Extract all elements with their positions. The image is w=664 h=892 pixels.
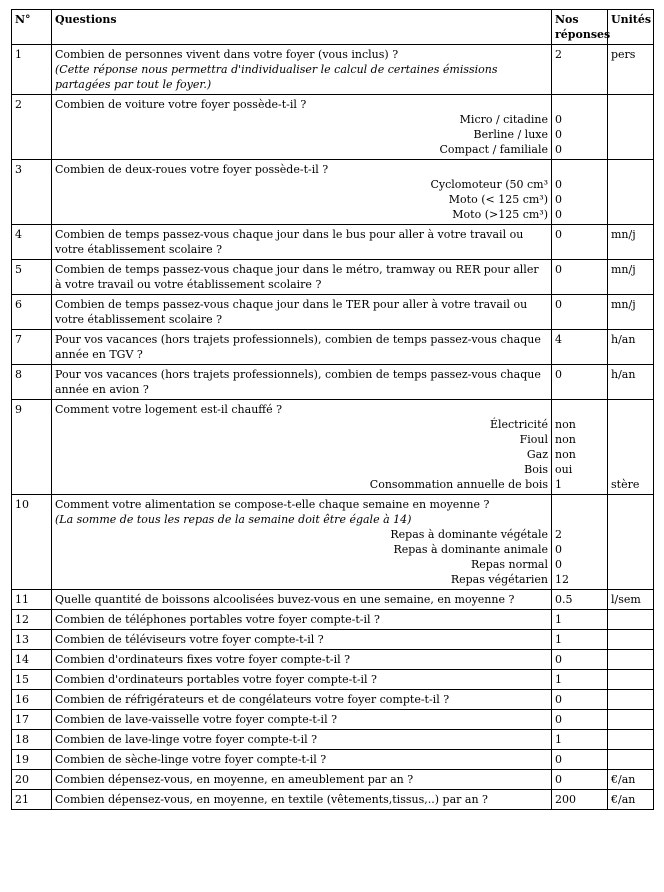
answer-spacer [555, 402, 604, 417]
answer-value: 0 [555, 653, 562, 666]
row-number: 10 [12, 495, 52, 590]
questionnaire-table [11, 9, 654, 810]
answer-cell [552, 495, 608, 590]
answer-cell [552, 670, 608, 690]
answer-value: 0 [555, 693, 562, 706]
answer-value: 0.5 [555, 593, 573, 606]
table-row [12, 295, 654, 330]
question-text: Comment votre logement est-il chauffé ? [55, 403, 282, 416]
unit-spacer [611, 97, 650, 112]
question-cell [52, 95, 552, 160]
unit-cell [608, 650, 654, 670]
row-number: 9 [12, 400, 52, 495]
question-cell [52, 330, 552, 365]
answer-cell [552, 790, 608, 810]
row-number: 11 [12, 590, 52, 610]
unit-spacer [611, 112, 650, 127]
table-row [12, 730, 654, 750]
subitem-value: 0 [555, 543, 562, 556]
table-row [12, 160, 654, 225]
table-row [12, 670, 654, 690]
subitem-unit: stère [611, 478, 640, 491]
question-cell [52, 790, 552, 810]
subitem-label: Consommation annuelle de bois [369, 478, 548, 491]
subitem-label: Bois [524, 463, 548, 476]
question-cell [52, 400, 552, 495]
unit-cell [608, 400, 654, 495]
unit-spacer [611, 432, 650, 447]
unit-cell [608, 260, 654, 295]
subitem-label: Fioul [519, 433, 548, 446]
subitem-value: 2 [555, 528, 562, 541]
row-number: 3 [12, 160, 52, 225]
question-text: Pour vos vacances (hors trajets professionnels), combien de temps passez-vous chaque année en TGV ? [55, 333, 541, 361]
unit-cell [608, 690, 654, 710]
subitem-value: 0 [555, 193, 562, 206]
question-cell [52, 630, 552, 650]
answer-value: 0 [555, 228, 562, 241]
table-row [12, 710, 654, 730]
table-row [12, 610, 654, 630]
subitem-value: non [555, 448, 576, 461]
row-number: 19 [12, 750, 52, 770]
subitem-value: oui [555, 463, 573, 476]
unit-value: h/an [611, 333, 636, 346]
answer-value: 0 [555, 713, 562, 726]
question-text: Combien de temps passez-vous chaque jour dans le TER pour aller à votre travail ou votre établissement scolaire ? [55, 298, 528, 326]
answer-cell [552, 630, 608, 650]
table-row [12, 770, 654, 790]
question-cell [52, 650, 552, 670]
unit-cell [608, 295, 654, 330]
question-cell [52, 225, 552, 260]
question-text: Combien de temps passez-vous chaque jour dans le bus pour aller à votre travail ou votre établissement scolaire ? [55, 228, 524, 256]
answer-cell [552, 750, 608, 770]
subitem-value: 0 [555, 558, 562, 571]
unit-spacer [611, 207, 650, 222]
answer-cell [552, 710, 608, 730]
question-cell [52, 610, 552, 630]
unit-value: pers [611, 48, 636, 61]
subitem-value: 0 [555, 113, 562, 126]
row-number: 12 [12, 610, 52, 630]
unit-spacer [611, 192, 650, 207]
question-cell [52, 710, 552, 730]
unit-spacer [611, 497, 650, 512]
question-text: Combien de voiture votre foyer possède-t-il ? [55, 98, 307, 111]
unit-cell [608, 610, 654, 630]
answer-cell [552, 160, 608, 225]
answer-value: 200 [555, 793, 576, 806]
answer-cell [552, 45, 608, 95]
header-answer-line2: réponses [555, 28, 611, 41]
unit-cell [608, 330, 654, 365]
table-row [12, 650, 654, 670]
unit-value: €/an [611, 793, 636, 806]
question-text: Pour vos vacances (hors trajets professionnels), combien de temps passez-vous chaque année en avion ? [55, 368, 541, 396]
subitem-value: 0 [555, 208, 562, 221]
question-text: Combien de deux-roues votre foyer possède-t-il ? [55, 163, 329, 176]
answer-value: 1 [555, 733, 562, 746]
unit-spacer [611, 177, 650, 192]
row-number: 13 [12, 630, 52, 650]
answer-spacer [555, 162, 604, 177]
unit-spacer [611, 142, 650, 157]
unit-cell [608, 590, 654, 610]
answer-value: 1 [555, 633, 562, 646]
question-cell [52, 590, 552, 610]
question-cell [52, 160, 552, 225]
question-text: Combien de téléphones portables votre foyer compte-t-il ? [55, 613, 380, 626]
unit-value: mn/j [611, 228, 636, 241]
answer-value: 4 [555, 333, 562, 346]
subitem-value: non [555, 418, 576, 431]
question-text: Quelle quantité de boissons alcoolisées buvez-vous en une semaine, en moyenne ? [55, 593, 515, 606]
subitem-label: Moto (>125 cm³) [452, 208, 548, 221]
table-row [12, 690, 654, 710]
question-note: (La somme de tous les repas de la semaine doit être égale à 14) [55, 513, 412, 526]
question-text: Combien de réfrigérateurs et de congélateurs votre foyer compte-t-il ? [55, 693, 450, 706]
subitem-value: 1 [555, 478, 562, 491]
row-number: 18 [12, 730, 52, 750]
question-cell [52, 690, 552, 710]
question-note: (Cette réponse nous permettra d'individualiser le calcul de certaines émissions partagées par tout le foyer.) [55, 63, 498, 91]
row-number: 5 [12, 260, 52, 295]
header-row [12, 10, 654, 45]
question-text: Combien dépensez-vous, en moyenne, en ameublement par an ? [55, 773, 414, 786]
answer-spacer [555, 97, 604, 112]
unit-spacer [611, 462, 650, 477]
question-text: Combien de lave-vaisselle votre foyer compte-t-il ? [55, 713, 337, 726]
subitem-label: Micro / citadine [459, 113, 548, 126]
subitem-label: Berline / luxe [473, 128, 548, 141]
answer-cell [552, 295, 608, 330]
answer-value: 0 [555, 298, 562, 311]
answer-value: 1 [555, 613, 562, 626]
unit-value: l/sem [611, 593, 641, 606]
unit-cell [608, 160, 654, 225]
answer-cell [552, 610, 608, 630]
header-unit: Unités [608, 10, 654, 45]
question-text: Combien de temps passez-vous chaque jour dans le métro, tramway ou RER pour aller à votre travail ou votre établissement scolaire ? [55, 263, 539, 291]
table-body [12, 45, 654, 810]
table-row [12, 330, 654, 365]
row-number: 6 [12, 295, 52, 330]
answer-cell [552, 590, 608, 610]
unit-spacer [611, 557, 650, 572]
unit-cell [608, 710, 654, 730]
unit-spacer [611, 447, 650, 462]
row-number: 15 [12, 670, 52, 690]
question-cell [52, 770, 552, 790]
unit-cell [608, 45, 654, 95]
row-number: 20 [12, 770, 52, 790]
answer-spacer [555, 512, 604, 527]
subitem-value: 0 [555, 128, 562, 141]
unit-spacer [611, 527, 650, 542]
answer-cell [552, 330, 608, 365]
subitem-label: Repas à dominante végétale [390, 528, 548, 541]
row-number: 21 [12, 790, 52, 810]
row-number: 1 [12, 45, 52, 95]
question-text: Combien de sèche-linge votre foyer compte-t-il ? [55, 753, 327, 766]
answer-cell [552, 260, 608, 295]
header-answer [552, 10, 611, 45]
row-number: 7 [12, 330, 52, 365]
unit-cell [608, 495, 654, 590]
table-row [12, 630, 654, 650]
row-number: 2 [12, 95, 52, 160]
answer-value: 1 [555, 673, 562, 686]
answer-value: 0 [555, 753, 562, 766]
question-text: Combien d'ordinateurs fixes votre foyer compte-t-il ? [55, 653, 351, 666]
question-cell [52, 750, 552, 770]
answer-cell [552, 650, 608, 670]
unit-cell [608, 670, 654, 690]
unit-cell [608, 790, 654, 810]
unit-cell [608, 750, 654, 770]
subitem-label: Repas à dominante animale [393, 543, 548, 556]
answer-cell [552, 225, 608, 260]
question-text: Comment votre alimentation se compose-t-elle chaque semaine en moyenne ? [55, 498, 490, 511]
unit-spacer [611, 402, 650, 417]
unit-cell [608, 770, 654, 790]
unit-cell [608, 225, 654, 260]
table-row [12, 95, 654, 160]
row-number: 8 [12, 365, 52, 400]
question-text: Combien dépensez-vous, en moyenne, en textile (vêtements,tissus,..) par an ? [55, 793, 488, 806]
unit-cell [608, 730, 654, 750]
table-row [12, 45, 654, 95]
question-text: Combien de personnes vivent dans votre foyer (vous inclus) ? [55, 48, 399, 61]
subitem-label: Gaz [526, 448, 548, 461]
row-number: 14 [12, 650, 52, 670]
answer-cell [552, 365, 608, 400]
unit-value: h/an [611, 368, 636, 381]
subitem-value: non [555, 433, 576, 446]
answer-cell [552, 95, 608, 160]
answer-value: 2 [555, 48, 562, 61]
answer-cell [552, 400, 608, 495]
table-row [12, 590, 654, 610]
question-cell [52, 295, 552, 330]
unit-spacer [611, 512, 650, 527]
answer-value: 0 [555, 368, 562, 381]
question-text: Combien de lave-linge votre foyer compte-t-il ? [55, 733, 318, 746]
question-cell [52, 495, 552, 590]
table-row [12, 260, 654, 295]
question-cell [52, 670, 552, 690]
table-row [12, 225, 654, 260]
row-number: 4 [12, 225, 52, 260]
table-row [12, 750, 654, 770]
question-text: Combien de téléviseurs votre foyer compte-t-il ? [55, 633, 324, 646]
subitem-label: Repas normal [470, 558, 548, 571]
header-answer-line1: Nos [555, 13, 579, 26]
answer-cell [552, 730, 608, 750]
unit-spacer [611, 542, 650, 557]
header-num: N° [12, 10, 52, 45]
unit-spacer [611, 127, 650, 142]
question-text: Combien d'ordinateurs portables votre foyer compte-t-il ? [55, 673, 377, 686]
subitem-value: 0 [555, 178, 562, 191]
answer-value: 0 [555, 773, 562, 786]
answer-cell [552, 770, 608, 790]
question-cell [52, 260, 552, 295]
unit-cell [608, 365, 654, 400]
table-row [12, 400, 654, 495]
unit-spacer [611, 572, 650, 587]
unit-value: mn/j [611, 298, 636, 311]
subitem-label: Électricité [489, 418, 548, 431]
subitem-label: Moto (< 125 cm³) [448, 193, 548, 206]
subitem-label: Cyclomoteur (50 cm³ [430, 178, 548, 191]
question-cell [52, 730, 552, 750]
question-cell [52, 45, 552, 95]
unit-spacer [611, 162, 650, 177]
unit-cell [608, 95, 654, 160]
unit-value: mn/j [611, 263, 636, 276]
table-row [12, 790, 654, 810]
unit-cell [608, 630, 654, 650]
row-number: 17 [12, 710, 52, 730]
unit-value: €/an [611, 773, 636, 786]
row-number: 16 [12, 690, 52, 710]
answer-spacer [555, 497, 604, 512]
header-question: Questions [52, 10, 552, 45]
answer-value: 0 [555, 263, 562, 276]
subitem-value: 12 [555, 573, 569, 586]
table-row [12, 495, 654, 590]
answer-cell [552, 690, 608, 710]
question-cell [52, 365, 552, 400]
unit-spacer [611, 417, 650, 432]
subitem-label: Compact / familiale [439, 143, 548, 156]
table-row [12, 365, 654, 400]
subitem-value: 0 [555, 143, 562, 156]
subitem-label: Repas végétarien [450, 573, 548, 586]
